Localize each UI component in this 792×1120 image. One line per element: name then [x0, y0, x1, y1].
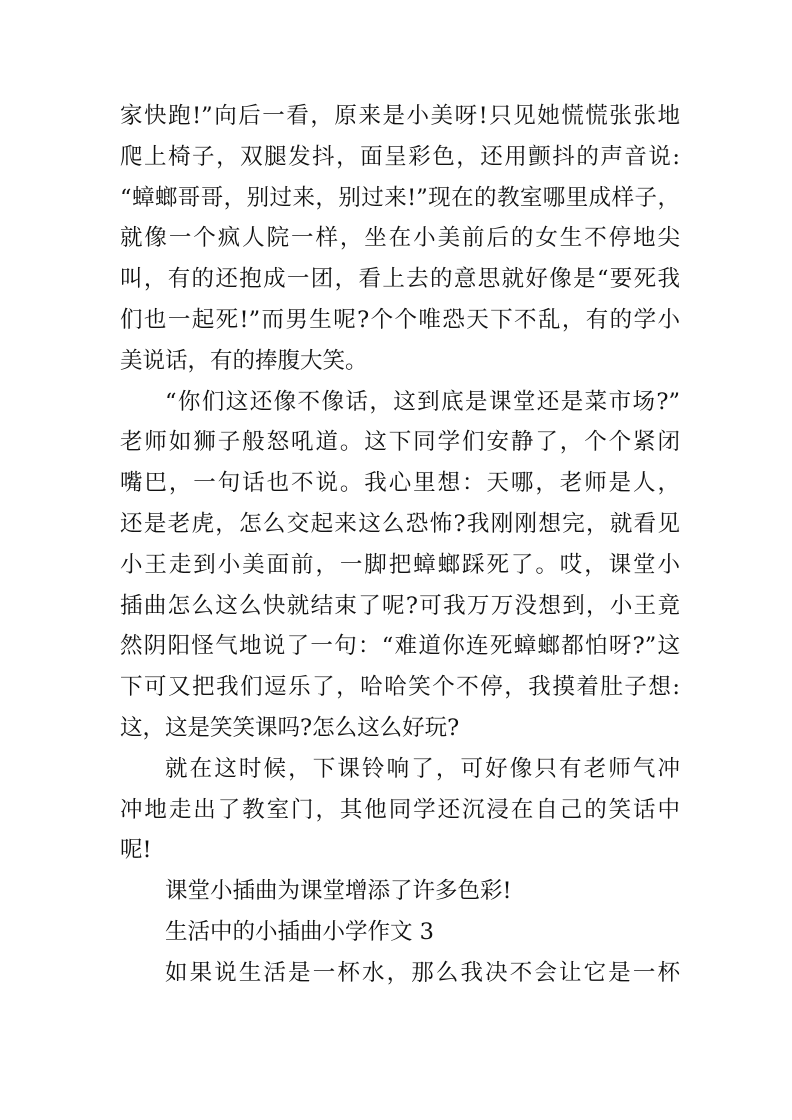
text-line: 美说话，有的捧腹大笑。: [120, 347, 368, 374]
text-line: 老师如狮子般怒吼道。这下同学们安静了，个个紧闭: [120, 429, 680, 456]
article-body: [120, 96, 680, 994]
text-line: 小王走到小美面前，一脚把蟑螂踩死了。哎，课堂小: [120, 551, 680, 578]
paragraph: [120, 749, 680, 871]
text-line: 生活中的小插曲小学作文 3: [165, 918, 434, 945]
text-line: 爬上椅子，双腿发抖，面呈彩色，还用颤抖的声音说:: [120, 143, 680, 170]
paragraph: [120, 953, 680, 994]
text-line: 这，这是笑笑课吗?怎么这么好玩?: [120, 714, 460, 741]
section-heading: [120, 912, 680, 953]
text-line: 家快跑!”向后一看，原来是小美呀!只见她慌慌张张地: [120, 103, 680, 129]
paragraph: [120, 382, 680, 749]
text-line: 然阴阳怪气地说了一句：“难道你连死蟑螂都怕呀?”这: [120, 633, 680, 660]
text-line: “蟑螂哥哥，别过来，别过来!”现在的教室哪里成样子，: [120, 184, 680, 211]
text-line: 下可又把我们逗乐了，哈哈笑个不停，我摸着肚子想:: [120, 674, 680, 701]
text-line: 冲地走出了教室门，其他同学还沉浸在自己的笑话中: [120, 796, 680, 823]
text-line: 如果说生活是一杯水，那么我决不会让它是一杯: [165, 959, 680, 986]
text-line: 插曲怎么这么快就结束了呢?可我万万没想到，小王竟: [120, 592, 680, 619]
paragraph: [120, 96, 680, 382]
text-line: 呢!: [120, 837, 152, 864]
text-line: 课堂小插曲为课堂增添了许多色彩!: [165, 878, 512, 905]
text-line: 叫，有的还抱成一团，看上去的意思就好像是“要死我: [120, 266, 680, 293]
text-line: 就在这时候，下课铃响了，可好像只有老师气冲: [165, 755, 680, 782]
text-line: “你们这还像不像话，这到底是课堂还是菜市场?”: [165, 388, 680, 415]
text-line: 还是老虎，怎么交起来这么恐怖?我刚刚想完，就看见: [120, 510, 680, 537]
text-line: 就像一个疯人院一样，坐在小美前后的女生不停地尖: [120, 225, 680, 252]
text-line: 们也一起死!”而男生呢?个个唯恐天下不乱，有的学小: [120, 306, 680, 333]
paragraph: [120, 871, 680, 912]
text-line: 嘴巴，一句话也不说。我心里想：天哪，老师是人，: [120, 470, 680, 497]
